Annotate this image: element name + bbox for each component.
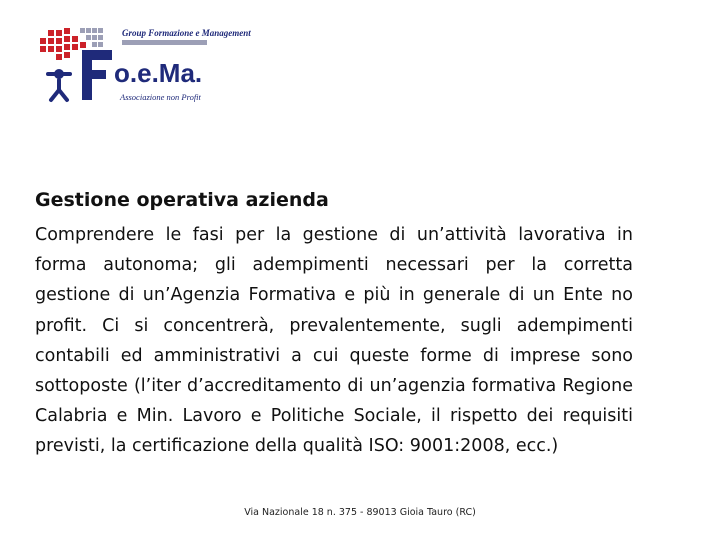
foema-logo-graphic <box>34 18 251 118</box>
foema-logo <box>34 18 251 118</box>
logo-name: o.e.Ma. <box>114 58 203 88</box>
logo-letter-f <box>82 50 112 100</box>
footer-address: Via Nazionale 18 n. 375 - 89013 Gioia Tauro (RC) <box>244 507 476 518</box>
logo-red-blocks <box>40 28 86 60</box>
logo-subtitle: Associazione non Profit <box>120 92 201 102</box>
section-title: Gestione operativa azienda <box>35 189 329 211</box>
description-paragraph: Comprendere le fasi per la gestione di un’attività lavorativa in forma autonoma; gli adempimenti necessari per la corretta gestione di un’Agenzia Formativa e più in generale di un Ente no profit. Ci si concentrerà, prevalentemente, sugli adempimenti contabili ed amministrativi a cui queste forme di imprese sono sottoposte (l’iter d’accreditamento di un’agenzia formativa Regione Calabria e Min. Lavoro e Politiche Sociale, il rispetto dei requisiti previsti, la certificazione della qualità ISO: 9001:2008, ecc.) <box>35 225 633 457</box>
logo-stripe-bar <box>122 40 207 45</box>
logo-person-figure <box>48 69 70 100</box>
logo-group-label: Group Formazione e Management <box>122 28 251 38</box>
